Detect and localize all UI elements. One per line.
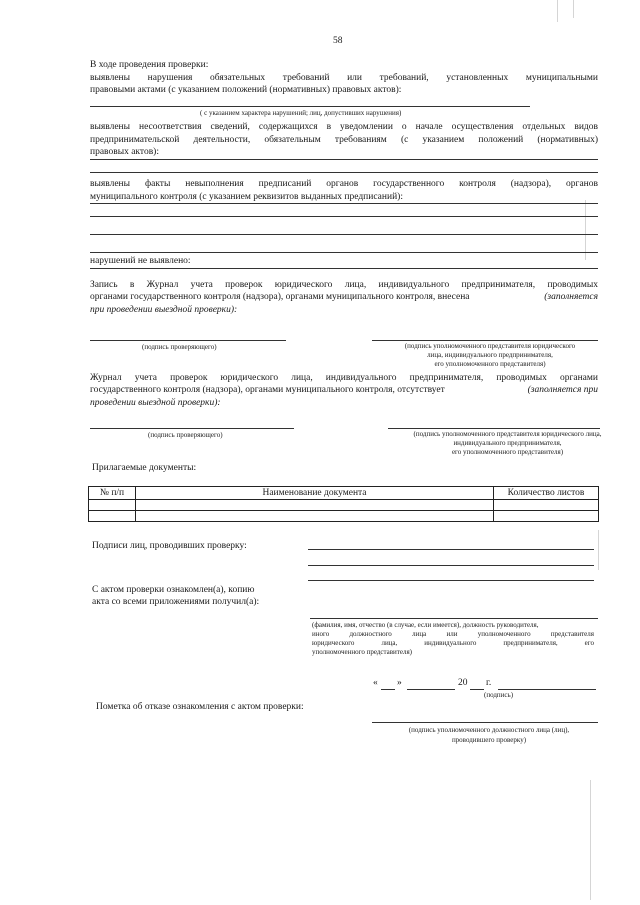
date-year-suffix: г. — [486, 678, 492, 688]
date-day-field[interactable] — [381, 689, 395, 690]
table-row — [89, 500, 599, 511]
mismatch-text: выявлены несоответствия сведений, содержащихся в уведомлении о начале осуществления отдельных видов — [90, 122, 598, 132]
journal-absent-italic: (заполняется при — [527, 385, 598, 395]
violations-text: выявлены нарушения обязательных требований или требований, установленных муниципальными — [90, 73, 598, 83]
signature-caption: (подпись) — [484, 691, 514, 699]
attachments-table — [88, 486, 599, 522]
fill-line[interactable] — [90, 252, 598, 253]
violations-text: правовыми актами (с указанием положений (нормативных) правовых актов): — [90, 85, 402, 95]
representative-signature-line[interactable] — [388, 428, 600, 429]
table-cell[interactable] — [136, 511, 494, 522]
inspector-signature-line[interactable] — [308, 580, 594, 581]
table-cell[interactable] — [89, 500, 136, 511]
journal-absent-text: Журнал учета проверок юридического лица, индивидуального предпринимателя, проводимых органами — [90, 373, 598, 383]
acknowledgement-label: акта со всеми приложениями получил(а): — [92, 597, 260, 607]
inspector-signature-line[interactable] — [308, 565, 594, 566]
mismatch-text: правовых актов): — [90, 147, 159, 157]
table-cell[interactable] — [494, 500, 599, 511]
representative-signature-caption: (подпись уполномоченного представителя юридического — [404, 342, 576, 350]
column-header-sheet-count: Количество листов — [494, 487, 599, 500]
acknowledgement-caption: юридического лица, индивидуального предпринимателя, его — [312, 639, 594, 647]
date-year-field[interactable] — [470, 689, 484, 690]
journal-entry-text: Запись в Журнал учета проверок юридического лица, индивидуального предпринимателя, проводимых — [90, 280, 598, 290]
no-violations-line[interactable] — [90, 268, 598, 269]
attachments-heading: Прилагаемые документы: — [92, 463, 197, 473]
journal-absent-text: проведении выездной проверки): — [90, 398, 221, 408]
refusal-signature-line[interactable] — [372, 722, 598, 723]
fill-line[interactable] — [90, 234, 598, 235]
representative-signature-caption: (подпись уполномоченного представителя юридического лица, — [413, 430, 602, 438]
column-header-document-name: Наименование документа — [136, 487, 494, 500]
representative-signature-caption: лица, индивидуального предпринимателя, — [427, 351, 553, 359]
inspector-signature-line[interactable] — [90, 428, 294, 429]
date-month-field[interactable] — [407, 689, 455, 690]
representative-signature-caption: индивидуального предпринимателя, — [453, 439, 562, 447]
journal-entry-normal: органами государственного контроля (надзора), органами муниципального контроля, внесена — [90, 292, 470, 302]
date-quote-close: » — [397, 678, 402, 688]
inspector-signature-caption: (подпись проверяющего) — [142, 343, 217, 351]
fill-line[interactable] — [90, 172, 598, 173]
noncompliance-text: выявлены факты невыполнения предписаний органов государственного контроля (надзора), органов — [90, 179, 598, 189]
journal-entry-italic: (заполняется — [544, 292, 598, 302]
journal-entry-text: при проведении выездной проверки): — [90, 305, 238, 315]
inspectors-signatures-label: Подписи лиц, проводивших проверку: — [92, 541, 247, 551]
journal-entry-text — [90, 293, 598, 303]
no-violations-label: нарушений не выявлено: — [90, 256, 191, 266]
acknowledgement-caption: (фамилия, имя, отчество (в случае, если имеется), должность руководителя, — [312, 621, 539, 629]
scan-artifact — [590, 780, 591, 900]
scan-artifact — [585, 200, 586, 260]
representative-signature-caption: его уполномоченного представителя) — [434, 360, 546, 368]
fill-line[interactable] — [90, 216, 598, 217]
date-quote-open: « — [373, 678, 378, 688]
table-cell[interactable] — [89, 511, 136, 522]
inspection-heading: В ходе проведения проверки: — [90, 60, 209, 70]
acknowledgement-signature-line[interactable] — [498, 689, 596, 690]
page-number: 58 — [333, 36, 343, 46]
table-row — [89, 511, 599, 522]
date-year-prefix: 20 — [458, 678, 468, 688]
acknowledgement-label: С актом проверки ознакомлен(а), копию — [92, 585, 255, 595]
representative-signature-caption: его уполномоченного представителя) — [451, 448, 564, 456]
scan-artifact — [598, 530, 599, 570]
journal-absent-normal: государственного контроля (надзора), органами муниципального контроля, отсутствует — [90, 385, 445, 395]
acknowledgement-line[interactable] — [310, 618, 598, 619]
inspector-signature-line[interactable] — [308, 549, 594, 550]
scan-artifact — [557, 0, 558, 22]
fill-line[interactable] — [90, 159, 598, 160]
table-cell[interactable] — [136, 500, 494, 511]
inspector-signature-caption: (подпись проверяющего) — [148, 431, 223, 439]
journal-absent-text — [90, 386, 598, 396]
noncompliance-text: муниципального контроля (с указанием реквизитов выданных предписаний): — [90, 192, 403, 202]
acknowledgement-caption: уполномоченного представителя) — [312, 648, 413, 656]
inspector-signature-line[interactable] — [90, 340, 286, 341]
fill-line[interactable] — [90, 203, 598, 204]
table-cell[interactable] — [494, 511, 599, 522]
refusal-caption: проводившего проверку) — [451, 736, 527, 744]
acknowledgement-caption: иного должностного лица или уполномоченного представителя — [312, 630, 594, 638]
violations-caption: ( с указанием характера нарушений; лиц, допустивших нарушения) — [200, 109, 402, 117]
column-header-number: № п/п — [89, 487, 136, 500]
representative-signature-line[interactable] — [372, 340, 598, 341]
mismatch-text: предпринимательской деятельности, обязательным требованиям (с указанием положений (нормативных) — [90, 135, 598, 145]
scan-artifact — [573, 0, 574, 18]
refusal-caption: (подпись уполномоченного должностного лица (лиц), — [408, 726, 570, 734]
refusal-label: Пометка об отказе ознакомления с актом проверки: — [96, 702, 304, 712]
fill-line[interactable] — [90, 106, 530, 107]
